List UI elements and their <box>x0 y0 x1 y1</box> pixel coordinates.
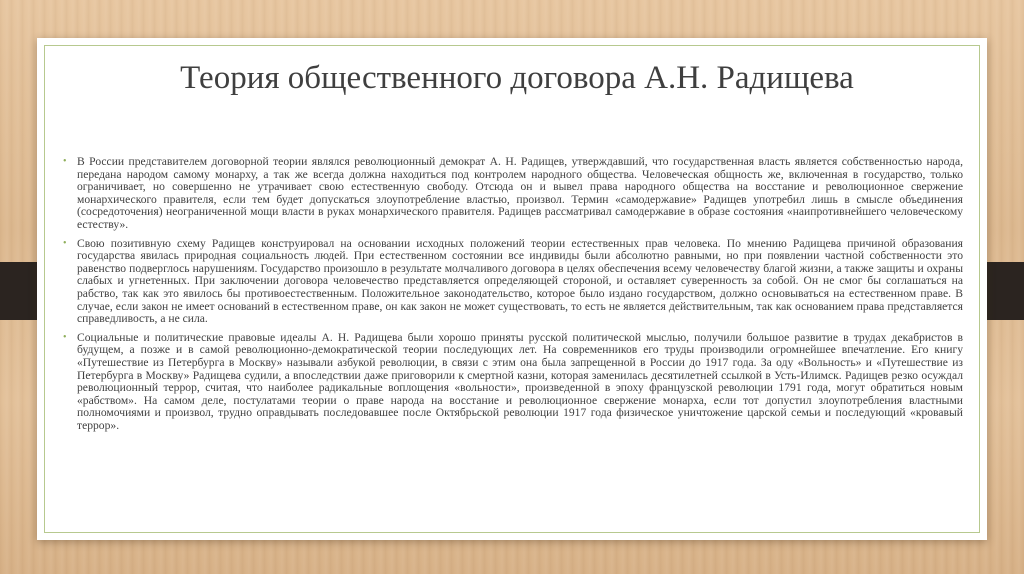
paragraph-text: Социальные и политические правовые идеалы А. Н. Радищева были хорошо приняты русской политической мыслью, получили большое развитие в трудах декабристов в будущем, а позже и в самой революционно-демократической теории последующих лет. На современников его труды производили огромнейшее впечатление. Его книгу «Путешествие из Петербурга в Москву» называли азбукой революции, в связи с этим она была запрещенной в России до 1917 года. За оду «Вольность» и «Путешествие из Петербурга в Москву» Радищева судили, а впоследствии даже приговорили к смертной казни, которая заменилась десятилетней ссылкой в Усть-Илимск. Радищев резко осуждал революционный террор, считая, что наиболее радикальные воплощения «вольности», произведенной в эпоху французской революции 1791 года, могут обратиться новым «рабством». На самом деле, постулатами теории о праве народа на восстание и революционное свержение монарха, если тот допустил злоупотребления властными полномочиями и произвол, трудно оправдывать последовавшее после Октябрьской революции 1917 года физическое уничтожение царской семьи и последующий «кровавый террор». <box>77 330 963 432</box>
paragraph-text: Свою позитивную схему Радищев конструировал на основании исходных положений теории естественных прав человека. По мнению Радищева причиной образования государства явилась природная социальность людей. При естественном состоянии все индивиды были абсолютно равными, но при появлении частной собственности это равенство подверглось нарушениям. Государство произошло в результате молчаливого договора в целях обеспечения всему человечеству благой жизни, а также защиты и охраны слабых и угнетенных. При заключении договора человечество представляется определяющей стороной, и оставляет суверенность за собой. Он не смог бы соглашаться на рабство, так как это явилось бы противоестественным. Положительное законодательство, которое было издано государством, должно основываться на естественном праве. В случае, если закон не имеет оснований в естественном праве, он как закон не может существовать, то есть не является действительным, так как основанием права представляется справедливость, а не сила. <box>77 236 963 326</box>
paragraph-text: В России представителем договорной теории являлся революционный демократ А. Н. Радищев, утверждавший, что государственная власть является собственностью народа, передана народом самому монарху, а так же всегда должна находиться под контролем народного общества. Человеческая общность же, включенная в государство, только ограничивает, но совершенно не утрачивает свою естественную свободу. Отсюда он и вывел права народного общества на восстание и революционное свержение монархического правителя, если тем будет допускаться злоупотребление властью, произвол. Термин «самодержавие» Радищев употребил лишь в смысле объединения (сосредоточения) неограниченной мощи власти в руках монархического правителя. Радищев рассматривал самодержавие в образе состояния «наипротивнейшего человеческому естеству». <box>77 155 963 231</box>
slide-card <box>37 38 987 540</box>
bullet-icon: • <box>63 237 67 249</box>
paragraph-2 <box>63 238 963 326</box>
slide-body <box>63 156 963 438</box>
paragraph-3 <box>63 332 963 433</box>
slide-title: Теория общественного договора А.Н. Радищева <box>180 60 854 96</box>
bullet-icon: • <box>63 156 67 167</box>
paragraph-1 <box>63 156 963 232</box>
bullet-icon: • <box>63 331 67 343</box>
